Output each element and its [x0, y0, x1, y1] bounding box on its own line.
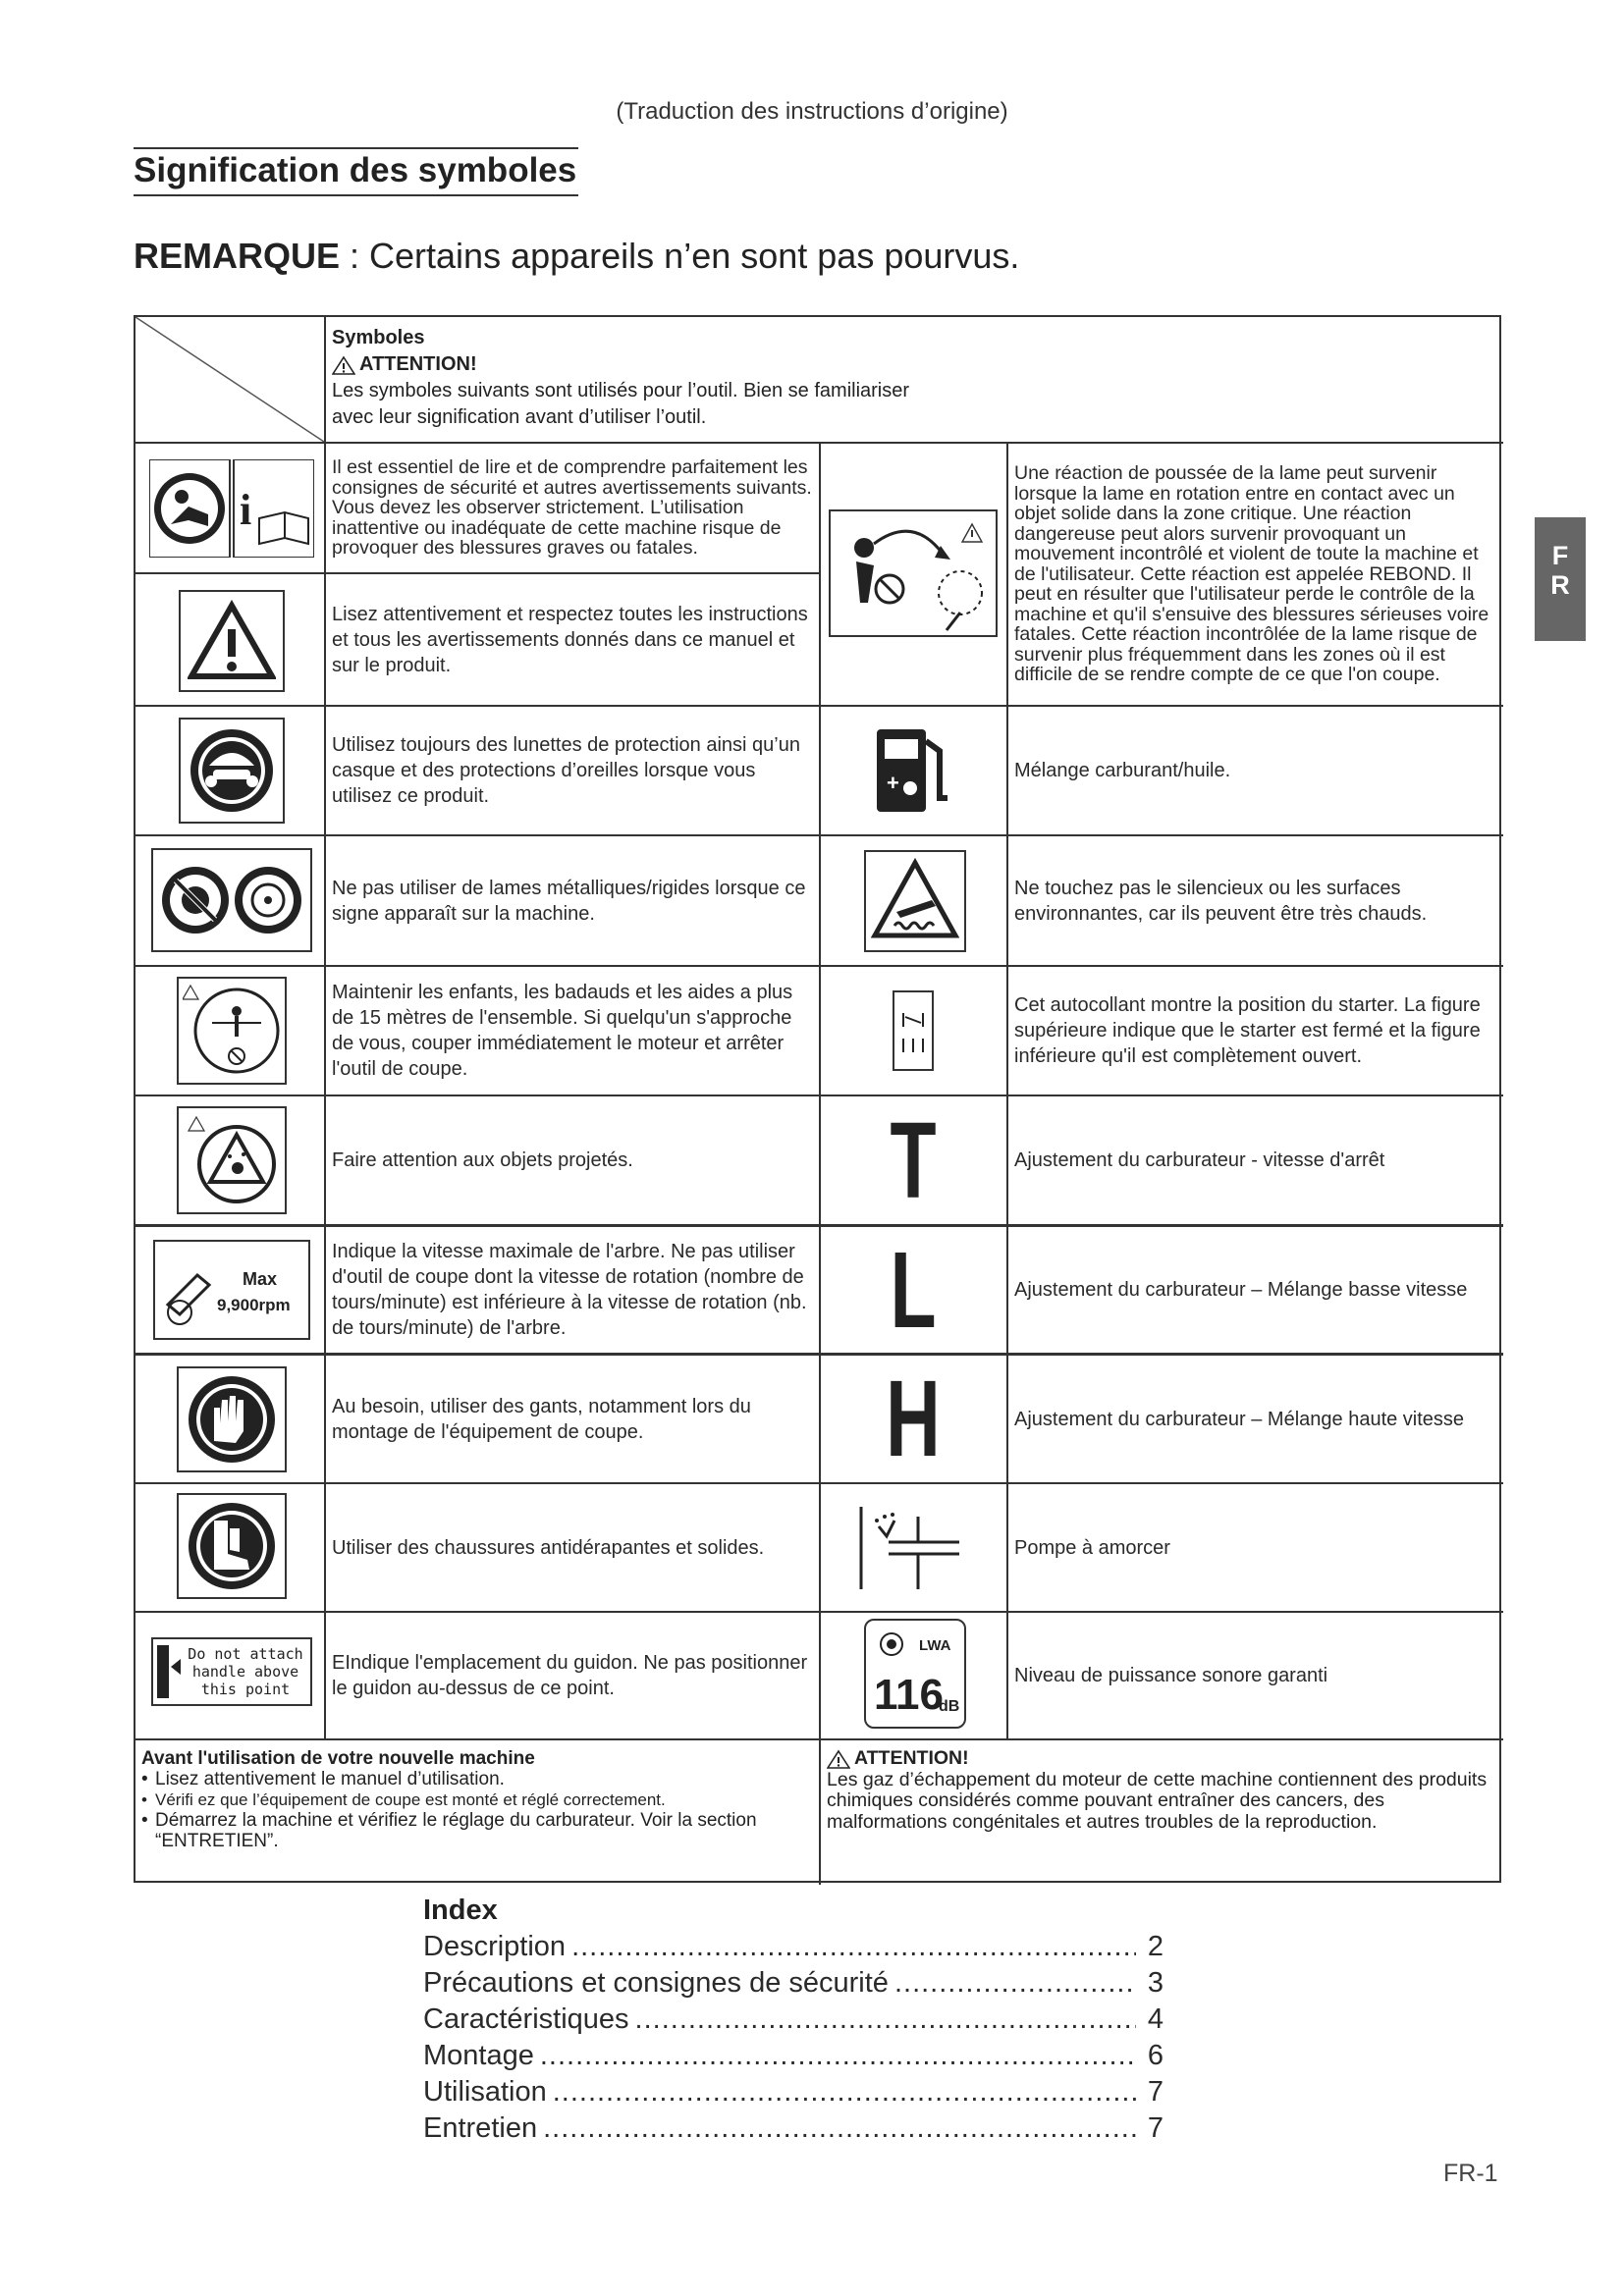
before-use-item-3: Démarrez la machine et vérifiez le réglage du carburateur. Voir la section “ENTRETIEN”.: [155, 1810, 757, 1851]
symbol-text-thrown-objects: Faire attention aux objets projetés.: [332, 1149, 633, 1171]
symbol-text-fuel-mix: Mélange carburant/huile.: [1014, 760, 1231, 781]
before-use-title: Avant l'utilisation de votre nouvelle machine: [141, 1748, 535, 1769]
read-manual-icon: [149, 459, 314, 558]
index-row[interactable]: [423, 2112, 1164, 2145]
translation-note: (Traduction des instructions d’origine): [616, 98, 1008, 125]
exhaust-warning-title: [827, 1748, 1494, 1770]
header-attention-text: ATTENTION!: [359, 353, 477, 375]
header-title: Symboles: [332, 327, 425, 348]
index-row[interactable]: [423, 1931, 1164, 1963]
attention-icon: [827, 1749, 850, 1769]
symbol-text-gloves: Au besoin, utiliser des gants, notamment lors du montage de l'équipement de coupe.: [332, 1395, 751, 1443]
index-label: Précautions et consignes de sécurité: [423, 1967, 889, 1999]
fuel-oil-mix-icon: [829, 707, 998, 834]
exhaust-warning-heading: ATTENTION!: [854, 1747, 969, 1769]
symbol-text-low-speed: Ajustement du carburateur – Mélange basse vitesse: [1014, 1279, 1468, 1301]
language-tab-line2: R: [1550, 570, 1570, 600]
max-label: Max: [243, 1269, 278, 1289]
before-use-item: • Lisez attentivement le manuel d’utilisation.: [141, 1769, 505, 1789]
symbol-text-idle-speed: Ajustement du carburateur - vitesse d'arrêt: [1014, 1149, 1385, 1171]
handle-label-line1: Do not attach: [188, 1645, 303, 1663]
svg-text:+: +: [887, 771, 899, 795]
index-page: 6: [1147, 2040, 1164, 2071]
sound-unit: dB: [939, 1698, 960, 1715]
symbol-text-boots: Utiliser des chaussures antidérapantes et solides.: [332, 1536, 765, 1559]
symbol-text-high-speed: Ajustement du carburateur – Mélange haute vitesse: [1014, 1408, 1465, 1430]
thrown-objects-icon: [177, 1106, 287, 1214]
choke-icon: [829, 967, 998, 1095]
symbol-text-hot-surface: Ne touchez pas le silencieux ou les surfaces environnantes, car ils peuvent être très chauds.: [1014, 877, 1428, 925]
symbol-text-read-manual: Il est essentiel de lire et de comprendre parfaitement les consignes de sécurité et autres avertissements suivants. Vous devez les observer strictement. L’utilisation inattentive ou inadéquate de cette machine risque de provoquer des blessures graves ou fatales.: [332, 456, 812, 560]
symbol-text-protection: Utilisez toujours des lunettes de protection ainsi qu’un casque et des protections d’oreilles lorsque vous utilisez ce produit.: [332, 734, 800, 807]
symbol-text-warning: Lisez attentivement et respectez toutes les instructions et tous les avertissements donnés dans ce manuel et sur le produit.: [332, 603, 808, 676]
index-page: 2: [1147, 1931, 1164, 1962]
exhaust-warning-text: Les gaz d’échappement du moteur de cette machine contiennent des produits chimiques considérés comme pouvant entraîner des cancers, des malformations congénitales et autres troubles de la reproduction.: [827, 1768, 1488, 1833]
index-page: 7: [1147, 2112, 1164, 2144]
symbol-text-max-speed: Indique la vitesse maximale de l'arbre. Ne pas utiliser d'outil de coupe dont la vitesse de rotation (nombre de tours/minute) est inférieure à la vitesse de rotation (nb. de tours/minute) de l'arbre.: [332, 1241, 807, 1339]
symbol-text-primer: Pompe à amorcer: [1014, 1536, 1170, 1559]
index-title: Index: [423, 1895, 498, 1926]
max-speed-icon: [153, 1240, 310, 1340]
hot-surface-icon: [864, 850, 966, 952]
handle-label-line3: this point: [200, 1681, 291, 1698]
exhaust-warning-box: [827, 1748, 1494, 1833]
remark: [134, 236, 1019, 277]
before-use-item-2: Vérifi ez que l’équipement de coupe est monté et réglé correctement.: [155, 1790, 666, 1809]
symbol-text-no-metal-blade: Ne pas utiliser de lames métalliques/rigides lorsque ce signe apparaît sur la machine.: [332, 877, 806, 925]
rpm-label: 9,900rpm: [217, 1296, 291, 1314]
table-header: [332, 325, 909, 431]
index-row[interactable]: [423, 2076, 1164, 2109]
symbol-text-sound-power: Niveau de puissance sonore garanti: [1014, 1665, 1328, 1686]
index-page: 3: [1147, 1967, 1164, 1999]
section-title: Signification des symboles: [134, 147, 578, 196]
symbol-text-kickback: Une réaction de poussée de la lame peut survenir lorsque la lame en rotation entre en contact avec un objet solide dans la zone critique. Une réaction dangereuse peut alors survenir provoquant un mouvement incontrôlé et violent de toute la machine et de l'utilisateur. Cette réaction est appelée REBOND. Il peut en résulter que l'utilisateur perde le contrôle de la machine et qu'il s'ensuive des blessures sérieuses voire fatales. Cette réaction incontrôlée de la lame risque de survenir plus fréquemment dans les zones où il est difficile de se rendre compte de ce que l'on coupe.: [1014, 462, 1489, 686]
symbol-text-keep-distance: Maintenir les enfants, les badauds et les aides a plus de 15 mètres de l'ensemble. Si quelqu'un s'approche de vous, couper immédiatement le moteur et arrêter l'outil de coupe.: [332, 982, 793, 1080]
page-number: FR-1: [1443, 2160, 1498, 2187]
header-line1: Les symboles suivants sont utilisés pour l’outil. Bien se familiariser: [332, 380, 910, 401]
gloves-icon: [177, 1366, 287, 1472]
index-label: Caractéristiques: [423, 2003, 629, 2035]
index-label: Utilisation: [423, 2076, 547, 2108]
before-use-item-1: Lisez attentivement le manuel d’utilisation.: [155, 1769, 505, 1789]
keep-distance-15m-icon: [177, 977, 287, 1085]
svg-text:i: i: [240, 486, 252, 534]
primer-pump-icon: [829, 1484, 998, 1611]
handle-label-line2: handle above: [191, 1663, 299, 1681]
letter-H-symbol: H: [886, 1359, 941, 1479]
index-label: Montage: [423, 2040, 534, 2071]
sound-power-icon: [864, 1619, 966, 1729]
symbol-text-handle: EIndique l'emplacement du guidon. Ne pas positionner le guidon au-dessus de ce point.: [332, 1652, 808, 1699]
before-use-box: [141, 1748, 813, 1851]
language-tab: [1535, 517, 1586, 641]
language-tab-line1: F: [1551, 541, 1569, 570]
index-label: Entretien: [423, 2112, 538, 2144]
header-line2: avec leur signification avant d’utiliser l’outil.: [332, 406, 707, 428]
symbol-text-choke: Cet autocollant montre la position du starter. La figure supérieure indique que le starter est fermé et la figure inférieure qu'il est complètement ouvert.: [1014, 994, 1481, 1067]
eye-head-ear-protection-icon: [179, 718, 285, 824]
symbols-table: [134, 315, 1501, 1883]
remark-text: : Certains appareils n’en sont pas pourvus.: [340, 236, 1020, 276]
no-metal-blade-icon: [151, 848, 312, 952]
handle-position-label-icon: [151, 1637, 312, 1706]
before-use-item: • Vérifi ez que l’équipement de coupe est monté et réglé correctement.: [141, 1790, 666, 1809]
safety-boots-icon: [177, 1493, 287, 1599]
header-attention: [332, 351, 909, 378]
corner-diagonal: [135, 317, 324, 442]
letter-T-symbol: T: [890, 1099, 937, 1221]
sound-value: 116: [874, 1671, 944, 1719]
attention-icon: [332, 355, 355, 375]
before-use-item: • Démarrez la machine et vérifiez le réglage du carburateur. Voir la section “ENTRETIEN”.: [141, 1810, 813, 1851]
lwa-label: LWA: [919, 1637, 951, 1654]
index-row[interactable]: [423, 2040, 1164, 2072]
kickback-icon: [829, 509, 998, 637]
index-row[interactable]: [423, 2003, 1164, 2036]
remark-label: REMARQUE: [134, 236, 341, 276]
index-page: 7: [1147, 2076, 1164, 2108]
warning-triangle-icon: [179, 590, 285, 692]
index-label: Description: [423, 1931, 567, 1962]
letter-L-symbol: L: [890, 1229, 937, 1351]
index-row[interactable]: [423, 1967, 1164, 2000]
index-page: 4: [1147, 2003, 1164, 2035]
